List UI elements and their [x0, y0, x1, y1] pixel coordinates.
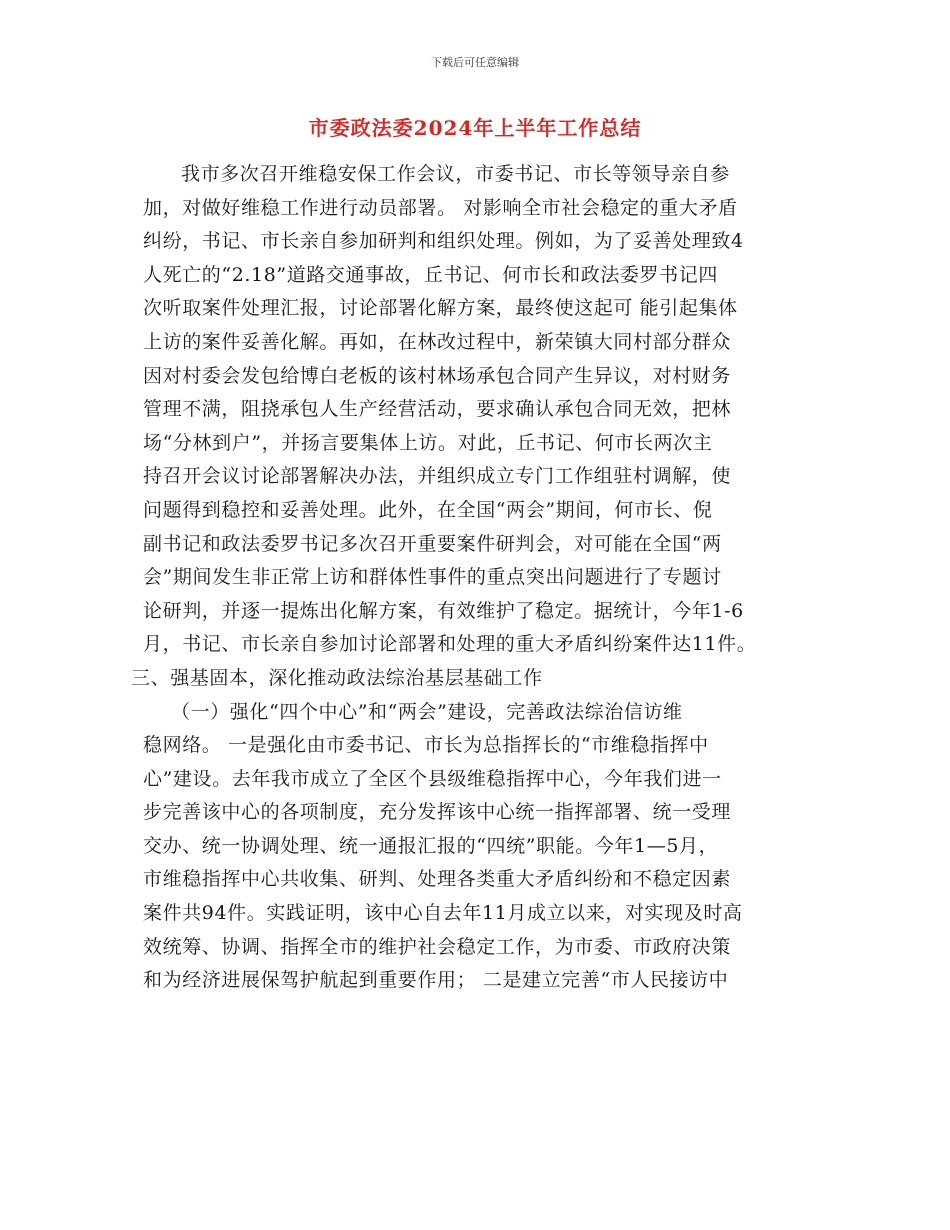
paragraph-line: 效统筹、协调、指挥全市的维护社会稳定工作，为市委、市政府决策 — [143, 935, 732, 958]
paragraph-line: 案件共94件。实践证明，该中心自去年11月成立以来，对实现及时高 — [143, 902, 743, 925]
paragraph-line: 持召开会议讨论部署解决办法，并组织成立专门工作组驻村调解，使 — [143, 465, 732, 488]
page-header: 下载后可任意编辑 — [431, 56, 519, 69]
section-heading: 三、强基固本，深化推动政法综治基层基础工作 — [131, 666, 543, 689]
paragraph-line: 场“分林到户”，并扬言要集体上访。对此，丘书记、何市长两次主 — [143, 431, 713, 454]
paragraph-line: 月，书记、市长亲自参加讨论部署和处理的重大矛盾纠纷案件达11件。 — [143, 633, 757, 656]
paragraph-line: 交办、统一协调处理、统一通报汇报的“四统”职能。今年1—5月， — [143, 834, 719, 857]
paragraph-line: 问题得到稳控和妥善处理。此外，在全国“两会”期间，何市长、倪 — [143, 498, 713, 521]
paragraph-line: 市维稳指挥中心共收集、研判、处理各类重大矛盾纠纷和不稳定因素 — [143, 868, 732, 891]
paragraph-line: 加，对做好维稳工作进行动员部署。 对影响全市社会稳定的重大矛盾 — [143, 196, 738, 219]
document-title: 市委政法委2024年上半年工作总结 — [308, 116, 642, 140]
paragraph-line: 副书记和政法委罗书记多次召开重要案件研判会，对可能在全国“两 — [143, 532, 722, 555]
paragraph-line: 次听取案件处理汇报，讨论部署化解方案，最终使这起可 能引起集体 — [143, 297, 738, 320]
paragraph-line: 和为经济进展保驾护航起到重要作用； 二是建立完善“市人民接访中 — [143, 969, 729, 992]
paragraph-line: 因对村委会发包给博白老板的该村林场承包合同产生异议，对村财务 — [143, 364, 732, 387]
document-body — [131, 158, 808, 998]
paragraph-line: 步完善该中心的各项制度，充分发挥该中心统一指挥部署、统一受理 — [143, 801, 732, 824]
paragraph-line: 人死亡的“2.18”道路交通事故，丘书记、何市长和政法委罗书记四 — [143, 263, 718, 286]
paragraph-line: 心”建设。去年我市成立了全区个县级维稳指挥中心，今年我们进一 — [143, 767, 722, 790]
paragraph-line: 纠纷，书记、市长亲自参加研判和组织处理。例如，为了妥善处理致4 — [143, 230, 744, 253]
paragraph-line: 稳网络。 一是强化由市委书记、市长为总指挥长的“市维稳指挥中 — [143, 734, 709, 757]
paragraph-line: 会”期间发生非正常上访和群体性事件的重点突出问题进行了专题讨 — [143, 566, 722, 589]
paragraph-line: 管理不满，阻挠承包人生产经营活动，要求确认承包合同无效，把林 — [143, 398, 732, 421]
paragraph-line: 论研判，并逐一提炼出化解方案，有效维护了稳定。据统计，今年1-6 — [143, 599, 744, 622]
paragraph-line: 上访的案件妥善化解。再如，在林改过程中，新荣镇大同村部分群众 — [143, 330, 732, 353]
paragraph-line: （一）强化“四个中心”和“两会”建设，完善政法综治信访维 — [171, 700, 683, 723]
paragraph-line: 我市多次召开维稳安保工作会议，市委书记、市长等领导亲自参 — [181, 163, 730, 185]
